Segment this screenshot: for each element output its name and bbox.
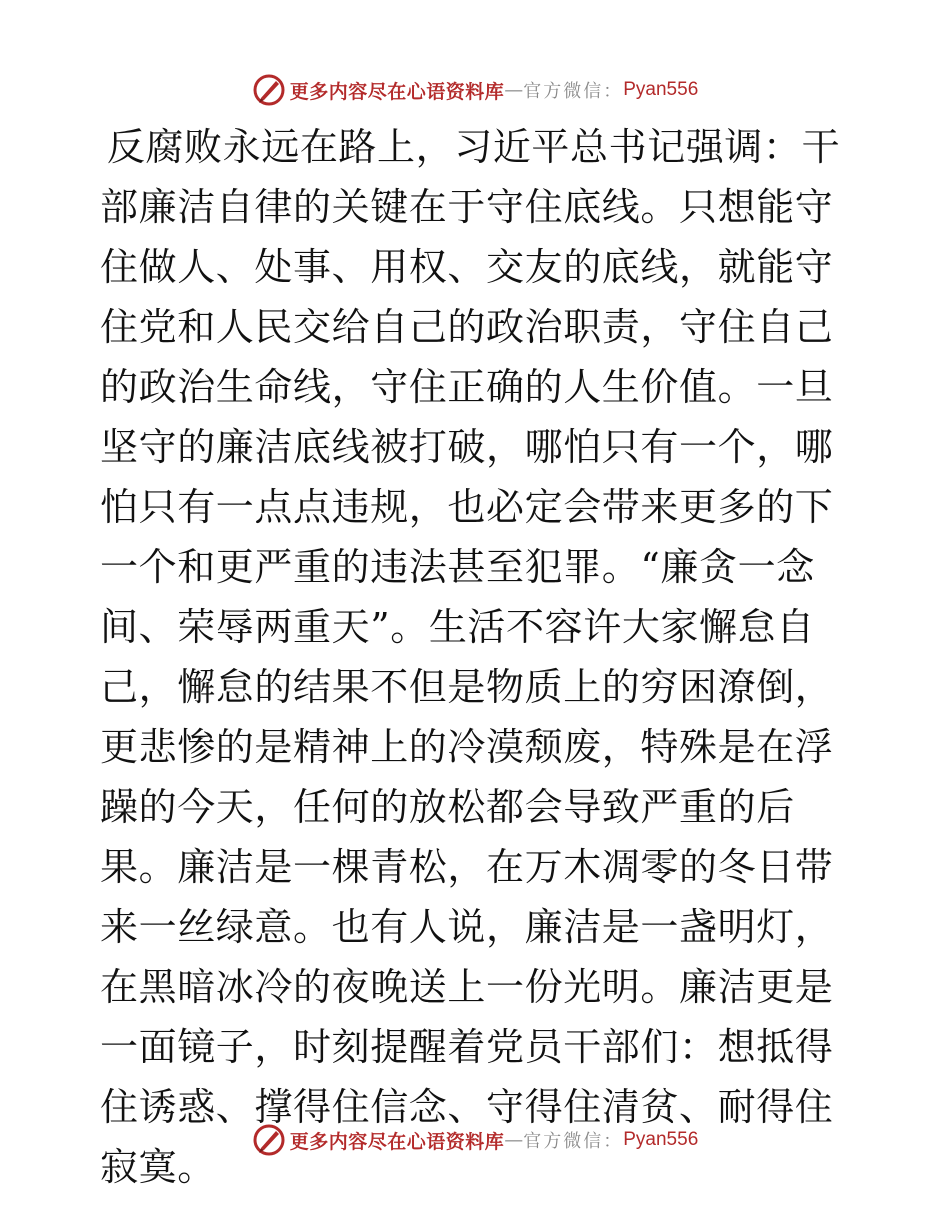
body-paragraph: 反腐败永远在路上，习近平总书记强调：干部廉洁自律的关键在于守住底线。只想能守住做人、处事、用权、交友的底线，就能守住党和人民交给自己的政治职责，守住自己的政治生命线，守住正确的人生价值。一旦坚守的廉洁底线被打破，哪怕只有一个，哪怕只有一点点违规，也必定会带来更多的下一个和更严重的违法甚至犯罪。“廉贪一念间、荣辱两重天”。生活不容许大家懈怠自己，懈怠的结果不但是物质上的穷困潦倒，更悲惨的是精神上的冷漠颓废，特殊是在浮躁的今天，任何的放松都会导致严重的后果。廉洁是一棵青松，在万木凋零的冬日带来一丝绿意。也有人说，廉洁是一盏明灯，在黑暗冰冷的夜晚送上一份光明。廉洁更是一面镜子，时刻提醒着党员干部们：想抵得住诱惑、撑得住信念、守得住清贫、耐得住寂寞。 xyxy=(100,125,841,1189)
wechat-label: 官方微信： xyxy=(523,81,624,102)
separator: — xyxy=(504,1129,524,1151)
wechat-label: 官方微信： xyxy=(523,1131,624,1152)
promo-text: 更多内容尽在心语资料库 xyxy=(289,80,505,103)
document-body xyxy=(100,117,860,1197)
wechat-account-id: Pyan556 xyxy=(623,1129,699,1150)
wechat-account-id: Pyan556 xyxy=(623,79,699,100)
writing-brush-logo-icon xyxy=(252,1123,286,1157)
header-banner xyxy=(0,70,950,110)
promo-text: 更多内容尽在心语资料库 xyxy=(289,1130,505,1153)
writing-brush-logo-icon xyxy=(252,73,286,107)
footer-banner xyxy=(0,1120,950,1160)
separator: — xyxy=(504,79,524,101)
